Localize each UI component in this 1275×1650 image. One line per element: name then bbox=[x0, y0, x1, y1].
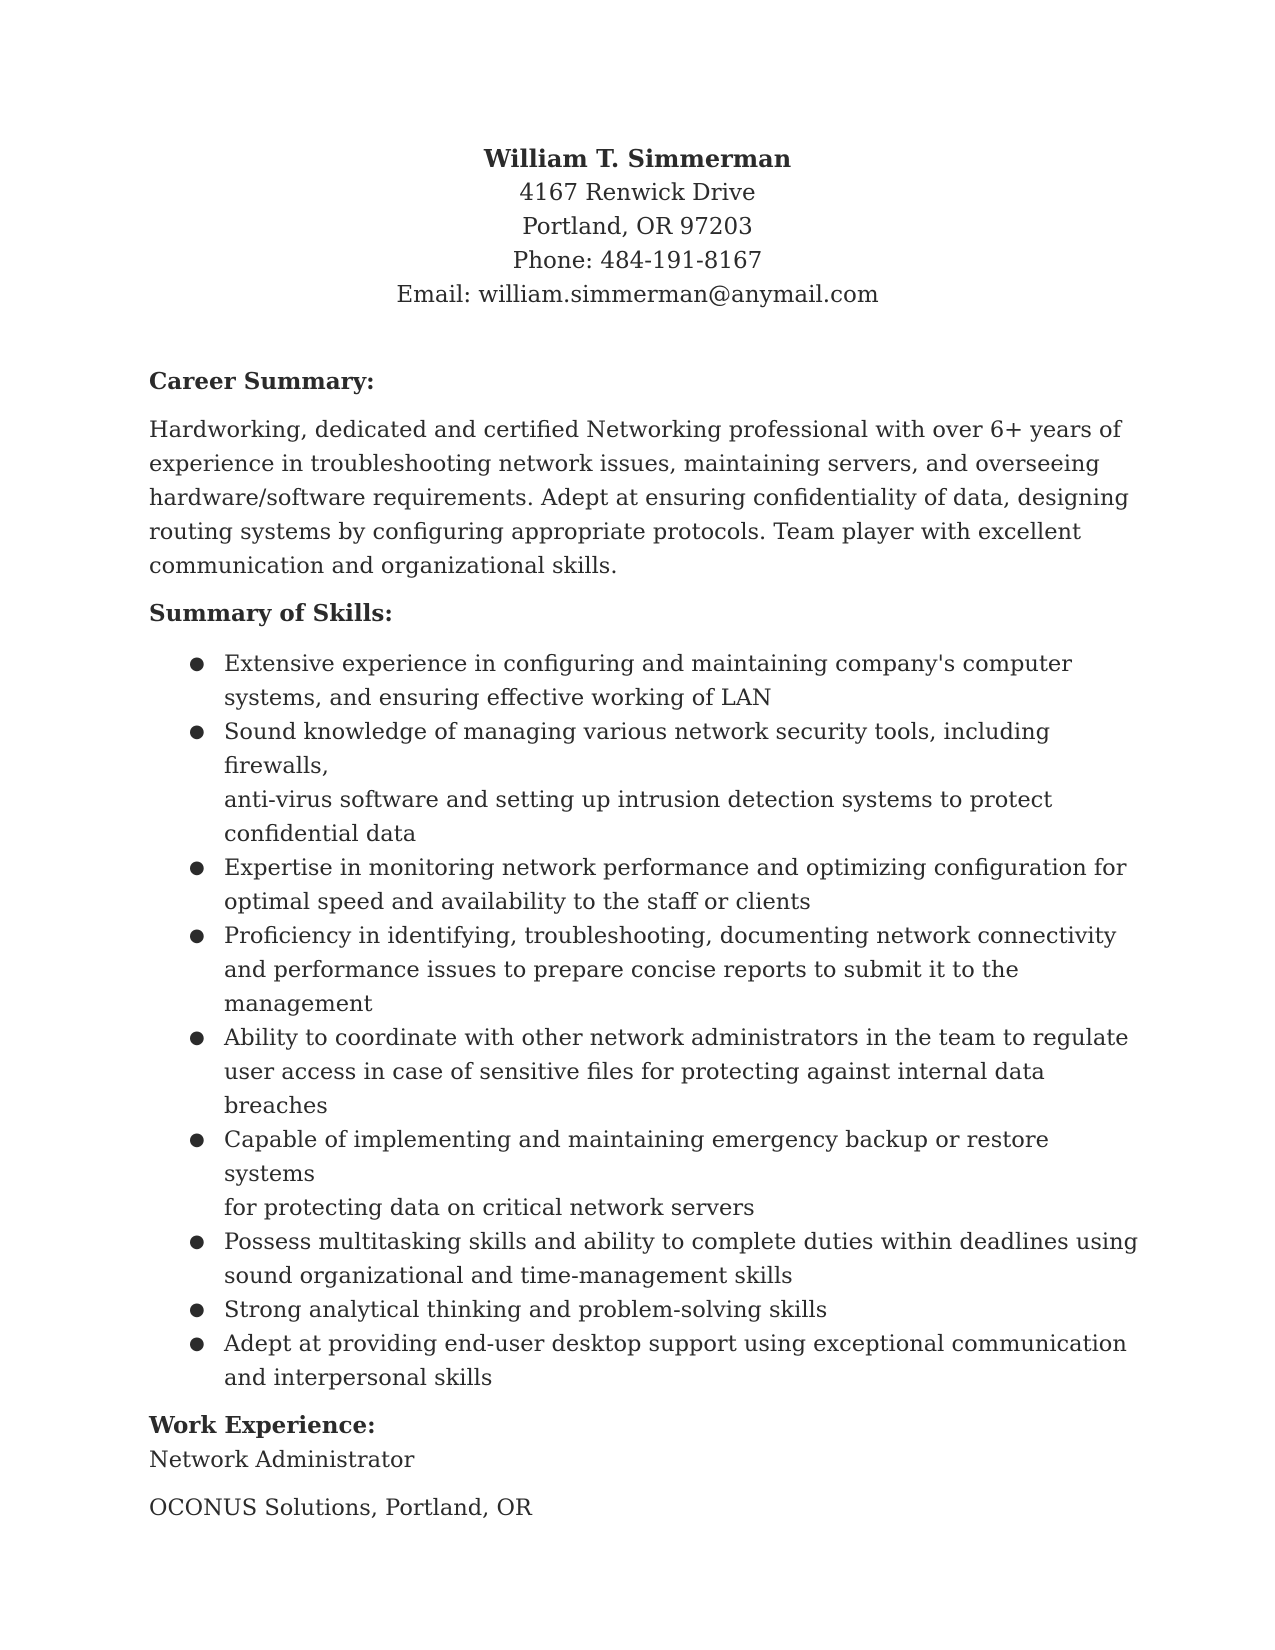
candidate-name: William T. Simmerman bbox=[483, 144, 792, 173]
skill-line: and performance issues to prepare concise reports to submit it to the bbox=[224, 957, 1019, 983]
bullet-icon: ● bbox=[189, 721, 205, 742]
skills-heading: Summary of Skills: bbox=[149, 600, 393, 627]
skill-line: anti-virus software and setting up intrusion detection systems to protect bbox=[224, 787, 1053, 813]
bullet-icon: ● bbox=[189, 857, 205, 878]
career-summary-line: communication and organizational skills. bbox=[149, 553, 618, 579]
skill-item bbox=[149, 919, 1139, 1021]
skill-line: Adept at providing end-user desktop support using exceptional communication bbox=[224, 1331, 1127, 1357]
company-location: OCONUS Solutions, Portland, OR bbox=[149, 1495, 532, 1521]
skill-item bbox=[149, 1021, 1139, 1123]
bullet-icon: ● bbox=[189, 1299, 205, 1320]
bullet-icon: ● bbox=[189, 1129, 205, 1150]
skill-line: Possess multitasking skills and ability to complete duties within deadlines using bbox=[224, 1229, 1138, 1255]
skills-list bbox=[149, 647, 1139, 1395]
skill-line: sound organizational and time-management skills bbox=[224, 1263, 793, 1289]
skill-line: Capable of implementing and maintaining emergency backup or restore systems bbox=[224, 1127, 1049, 1187]
work-experience-heading: Work Experience: bbox=[149, 1412, 376, 1439]
skill-item bbox=[149, 1225, 1139, 1293]
career-summary-line: experience in troubleshooting network issues, maintaining servers, and overseeing bbox=[149, 451, 1100, 477]
skill-item bbox=[149, 1327, 1139, 1395]
resume-body bbox=[149, 365, 1139, 1525]
bullet-icon: ● bbox=[189, 1333, 205, 1354]
skill-line: optimal speed and availability to the staff or clients bbox=[224, 889, 811, 915]
skill-line: Ability to coordinate with other network administrators in the team to regulate bbox=[224, 1025, 1129, 1051]
skill-line: Proficiency in identifying, troubleshooting, documenting network connectivity bbox=[224, 923, 1117, 949]
bullet-icon: ● bbox=[189, 1231, 205, 1252]
career-summary-line: Hardworking, dedicated and certified Networking professional with over 6+ years of bbox=[149, 417, 1121, 443]
email-address: Email: william.simmerman@anymail.com bbox=[396, 282, 879, 308]
skill-line: user access in case of sensitive files for protecting against internal data breaches bbox=[224, 1059, 1045, 1119]
phone-number: Phone: 484-191-8167 bbox=[512, 248, 763, 274]
address-line-1: 4167 Renwick Drive bbox=[519, 180, 756, 206]
skill-line: Strong analytical thinking and problem-solving skills bbox=[224, 1297, 828, 1323]
skill-line: for protecting data on critical network servers bbox=[224, 1195, 755, 1221]
career-summary-text bbox=[149, 413, 1139, 583]
skill-line: confidential data bbox=[224, 821, 417, 847]
skill-line: and interpersonal skills bbox=[224, 1365, 493, 1391]
bullet-icon: ● bbox=[189, 925, 205, 946]
career-summary-line: routing systems by configuring appropriate protocols. Team player with excellent bbox=[149, 519, 1082, 545]
job-title: Network Administrator bbox=[149, 1447, 415, 1473]
bullet-icon: ● bbox=[189, 653, 205, 674]
skill-line: systems, and ensuring effective working of LAN bbox=[224, 685, 772, 711]
contact-header bbox=[0, 142, 1275, 312]
skill-line: Extensive experience in configuring and maintaining company's computer bbox=[224, 651, 1072, 677]
skill-item bbox=[149, 647, 1139, 715]
skill-item bbox=[149, 1123, 1139, 1225]
career-summary-heading: Career Summary: bbox=[149, 368, 375, 395]
skill-line: Expertise in monitoring network performance and optimizing configuration for bbox=[224, 855, 1127, 881]
bullet-icon: ● bbox=[189, 1027, 205, 1048]
skill-item bbox=[149, 1293, 1139, 1327]
skill-line: Sound knowledge of managing various network security tools, including firewalls, bbox=[224, 719, 1051, 779]
skill-line: management bbox=[224, 991, 373, 1017]
skill-item bbox=[149, 715, 1139, 851]
address-line-2: Portland, OR 97203 bbox=[522, 214, 753, 240]
career-summary-line: hardware/software requirements. Adept at ensuring confidentiality of data, designing bbox=[149, 485, 1129, 511]
skill-item bbox=[149, 851, 1139, 919]
